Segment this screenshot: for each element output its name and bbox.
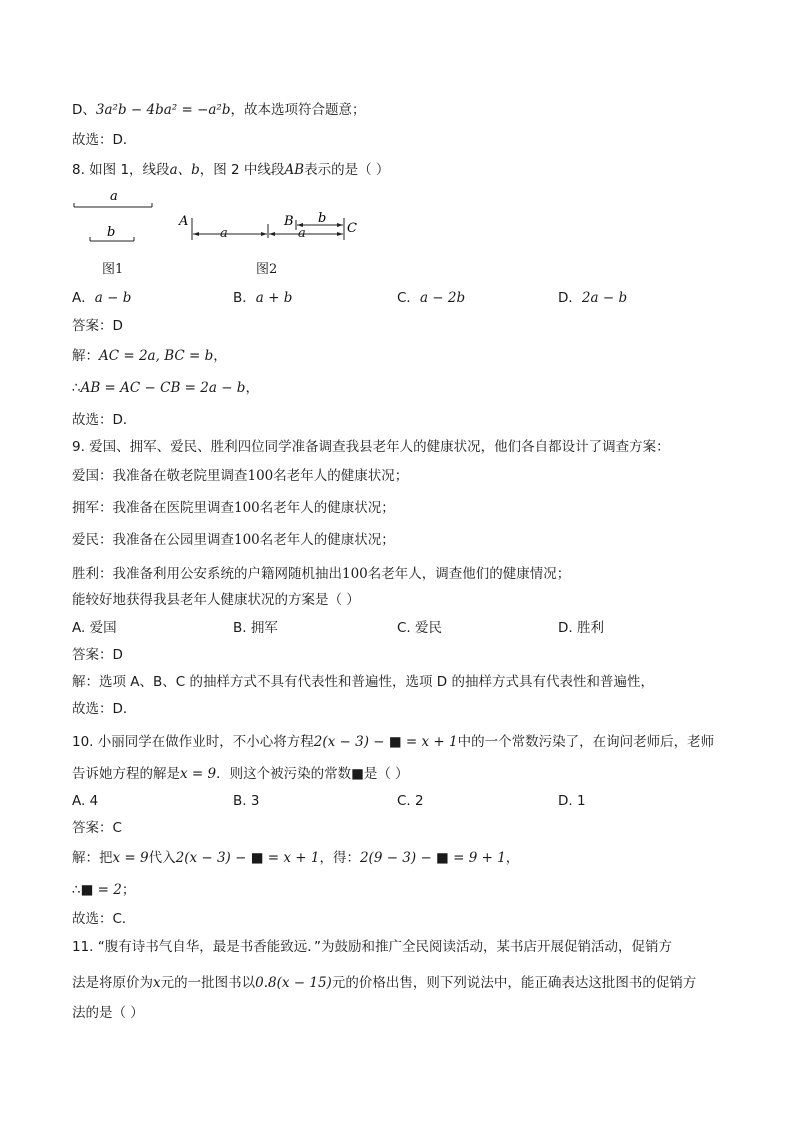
q9-plan-b bbox=[72, 498, 395, 518]
text: 名老年人的健康状况； bbox=[259, 532, 395, 548]
text: 解： bbox=[72, 348, 99, 364]
formula: AB = AC − CB = 2a − b bbox=[80, 380, 246, 396]
label-a-1: a bbox=[220, 226, 228, 241]
formula: 2a − b bbox=[581, 290, 628, 306]
option-label: B． bbox=[233, 290, 256, 306]
point-C: C bbox=[347, 221, 357, 236]
choose-line: 故选：D． bbox=[72, 701, 137, 717]
formula: x bbox=[153, 975, 161, 991]
formula: AC = 2a, BC = b bbox=[99, 348, 214, 364]
q8-answer: 答案：D bbox=[72, 318, 123, 334]
text: 爱国：我准备在敬老院里调查 bbox=[72, 468, 248, 484]
text: 10. 小丽同学在做作业时，不小心将方程 bbox=[72, 734, 314, 750]
text: ，得： bbox=[319, 850, 360, 866]
q10-stem-1 bbox=[72, 732, 714, 752]
arrowhead bbox=[261, 232, 267, 236]
q9-answer: 答案：D bbox=[72, 647, 123, 663]
q9-option-d: D. 胜利 bbox=[558, 620, 604, 636]
fig1-label-b: b bbox=[107, 225, 116, 240]
q9-option-b: B. 拥军 bbox=[233, 620, 278, 636]
text: 8. 如图 1，线段 bbox=[72, 162, 170, 178]
arrowhead bbox=[337, 223, 343, 227]
choose-line: 故选：D． bbox=[72, 412, 137, 428]
text: ．则这个被污染的常数■是（ ） bbox=[216, 766, 409, 782]
text: 表示的是（ ） bbox=[304, 162, 390, 178]
formula: 0.8(x − 15) bbox=[255, 975, 332, 991]
formula: a + b bbox=[255, 290, 293, 306]
formula: ■ = 2 bbox=[80, 882, 122, 898]
q10-solution-2 bbox=[72, 880, 135, 900]
q9-plan-c bbox=[72, 530, 395, 550]
therefore-symbol: ∴ bbox=[72, 380, 81, 396]
q11-stem-1: 11. “腹有诗书气自华，最是书香能致远．”为鼓励和推广全民阅读活动，某书店开展促销活动，促销方 bbox=[72, 939, 672, 955]
number: 100 bbox=[342, 566, 368, 582]
text: 元的一批图书以 bbox=[160, 975, 256, 991]
formula: a、b bbox=[169, 162, 200, 178]
text: ， bbox=[245, 380, 259, 396]
point-B: B bbox=[284, 214, 294, 229]
figure-2 bbox=[176, 208, 366, 244]
q8-option-b bbox=[233, 288, 292, 308]
option-label: A． bbox=[72, 290, 95, 306]
q10-stem-2 bbox=[72, 764, 409, 784]
text: 爱民：我准备在公园里调查 bbox=[72, 532, 234, 548]
therefore-symbol: ∴ bbox=[72, 882, 81, 898]
text: 中的一个常数污染了，在询问老师后，老师 bbox=[457, 734, 715, 750]
q9-solution: 解：选项 A、B、C 的抽样方式不具有代表性和普遍性，选项 D 的抽样方式具有代表性和普遍性， bbox=[72, 674, 654, 690]
text: 代入 bbox=[148, 850, 176, 866]
formula: AB bbox=[284, 162, 305, 178]
q11-stem-2 bbox=[72, 973, 696, 993]
option-label: C． bbox=[397, 290, 420, 306]
formula: x = 9 bbox=[112, 850, 149, 866]
d-option-line bbox=[72, 100, 366, 120]
formula: 2(x − 3) − ■ = x + 1 bbox=[175, 850, 320, 866]
choose-line: 故选：D． bbox=[72, 132, 137, 148]
option-label: D． bbox=[558, 290, 582, 306]
option-label: D、 bbox=[72, 102, 96, 118]
text: 元的价格出售，则下列说法中，能正确表达这批图书的促销方 bbox=[331, 975, 697, 991]
text: ，故本选项符合题意； bbox=[230, 102, 366, 118]
q9-question: 能较好地获得我县老年人健康状况的方案是（ ） bbox=[72, 592, 360, 608]
label-b: b bbox=[318, 211, 327, 226]
q8-option-d bbox=[558, 288, 627, 308]
formula: a − 2b bbox=[419, 290, 466, 306]
q8-option-a bbox=[72, 288, 131, 308]
text: 法是将原价为 bbox=[72, 975, 153, 991]
number: 100 bbox=[247, 468, 274, 484]
q8-stem bbox=[72, 160, 389, 180]
text: ； bbox=[121, 882, 136, 898]
fig1-label-a: a bbox=[110, 189, 118, 204]
choose-line: 故选：C． bbox=[72, 911, 136, 927]
q10-option-c: C. 2 bbox=[397, 793, 424, 809]
text: 名老年人的健康状况； bbox=[273, 468, 409, 484]
formula: x = 9 bbox=[180, 766, 217, 782]
q11-stem-3: 法的是（ ） bbox=[72, 1005, 144, 1021]
arrowhead bbox=[269, 232, 275, 236]
text: 名老年人的健康状况； bbox=[259, 500, 395, 516]
q10-option-b: B. 3 bbox=[233, 793, 260, 809]
arrowhead bbox=[337, 232, 343, 236]
text: 名老年人，调查他们的健康情况； bbox=[367, 566, 571, 582]
formula: a − b bbox=[94, 290, 132, 306]
label-a-2: a bbox=[298, 226, 306, 241]
text: ，图 2 中线段 bbox=[199, 162, 285, 178]
text: 告诉她方程的解是 bbox=[72, 766, 180, 782]
q10-option-d: D. 1 bbox=[558, 793, 586, 809]
q9-plan-d bbox=[72, 564, 570, 584]
number: 100 bbox=[234, 500, 260, 516]
q10-option-a: A. 4 bbox=[72, 793, 99, 809]
number: 100 bbox=[234, 532, 260, 548]
text: 解：把 bbox=[72, 850, 113, 866]
text: 拥军：我准备在医院里调查 bbox=[72, 500, 234, 516]
q8-solution-2 bbox=[72, 378, 259, 398]
text: ， bbox=[213, 348, 227, 364]
formula: 2(9 − 3) − ■ = 9 + 1 bbox=[359, 850, 506, 866]
formula: 3a²b − 4ba² = −a²b bbox=[95, 102, 231, 118]
q9-option-a: A. 爱国 bbox=[72, 620, 117, 636]
formula: 2(x − 3) − ■ = x + 1 bbox=[313, 734, 458, 750]
fig2-caption: 图2 bbox=[256, 262, 278, 277]
point-A: A bbox=[179, 214, 189, 229]
text: ， bbox=[505, 850, 520, 866]
q8-option-c bbox=[397, 288, 465, 308]
q10-solution-1 bbox=[72, 848, 519, 868]
q9-stem: 9. 爱国、拥军、爱民、胜利四位同学准备调查我县老年人的健康状况，他们各自都设计了调查方案： bbox=[72, 439, 670, 455]
q9-option-c: C. 爱民 bbox=[397, 620, 443, 636]
text: 胜利：我准备利用公安系统的户籍网随机抽出 bbox=[72, 566, 342, 582]
arrowhead bbox=[193, 232, 199, 236]
fig1-caption: 图1 bbox=[102, 262, 124, 277]
q8-solution-1 bbox=[72, 346, 227, 366]
q9-plan-a bbox=[72, 466, 408, 486]
figure-1 bbox=[70, 188, 160, 248]
q10-answer: 答案：C bbox=[72, 820, 122, 836]
